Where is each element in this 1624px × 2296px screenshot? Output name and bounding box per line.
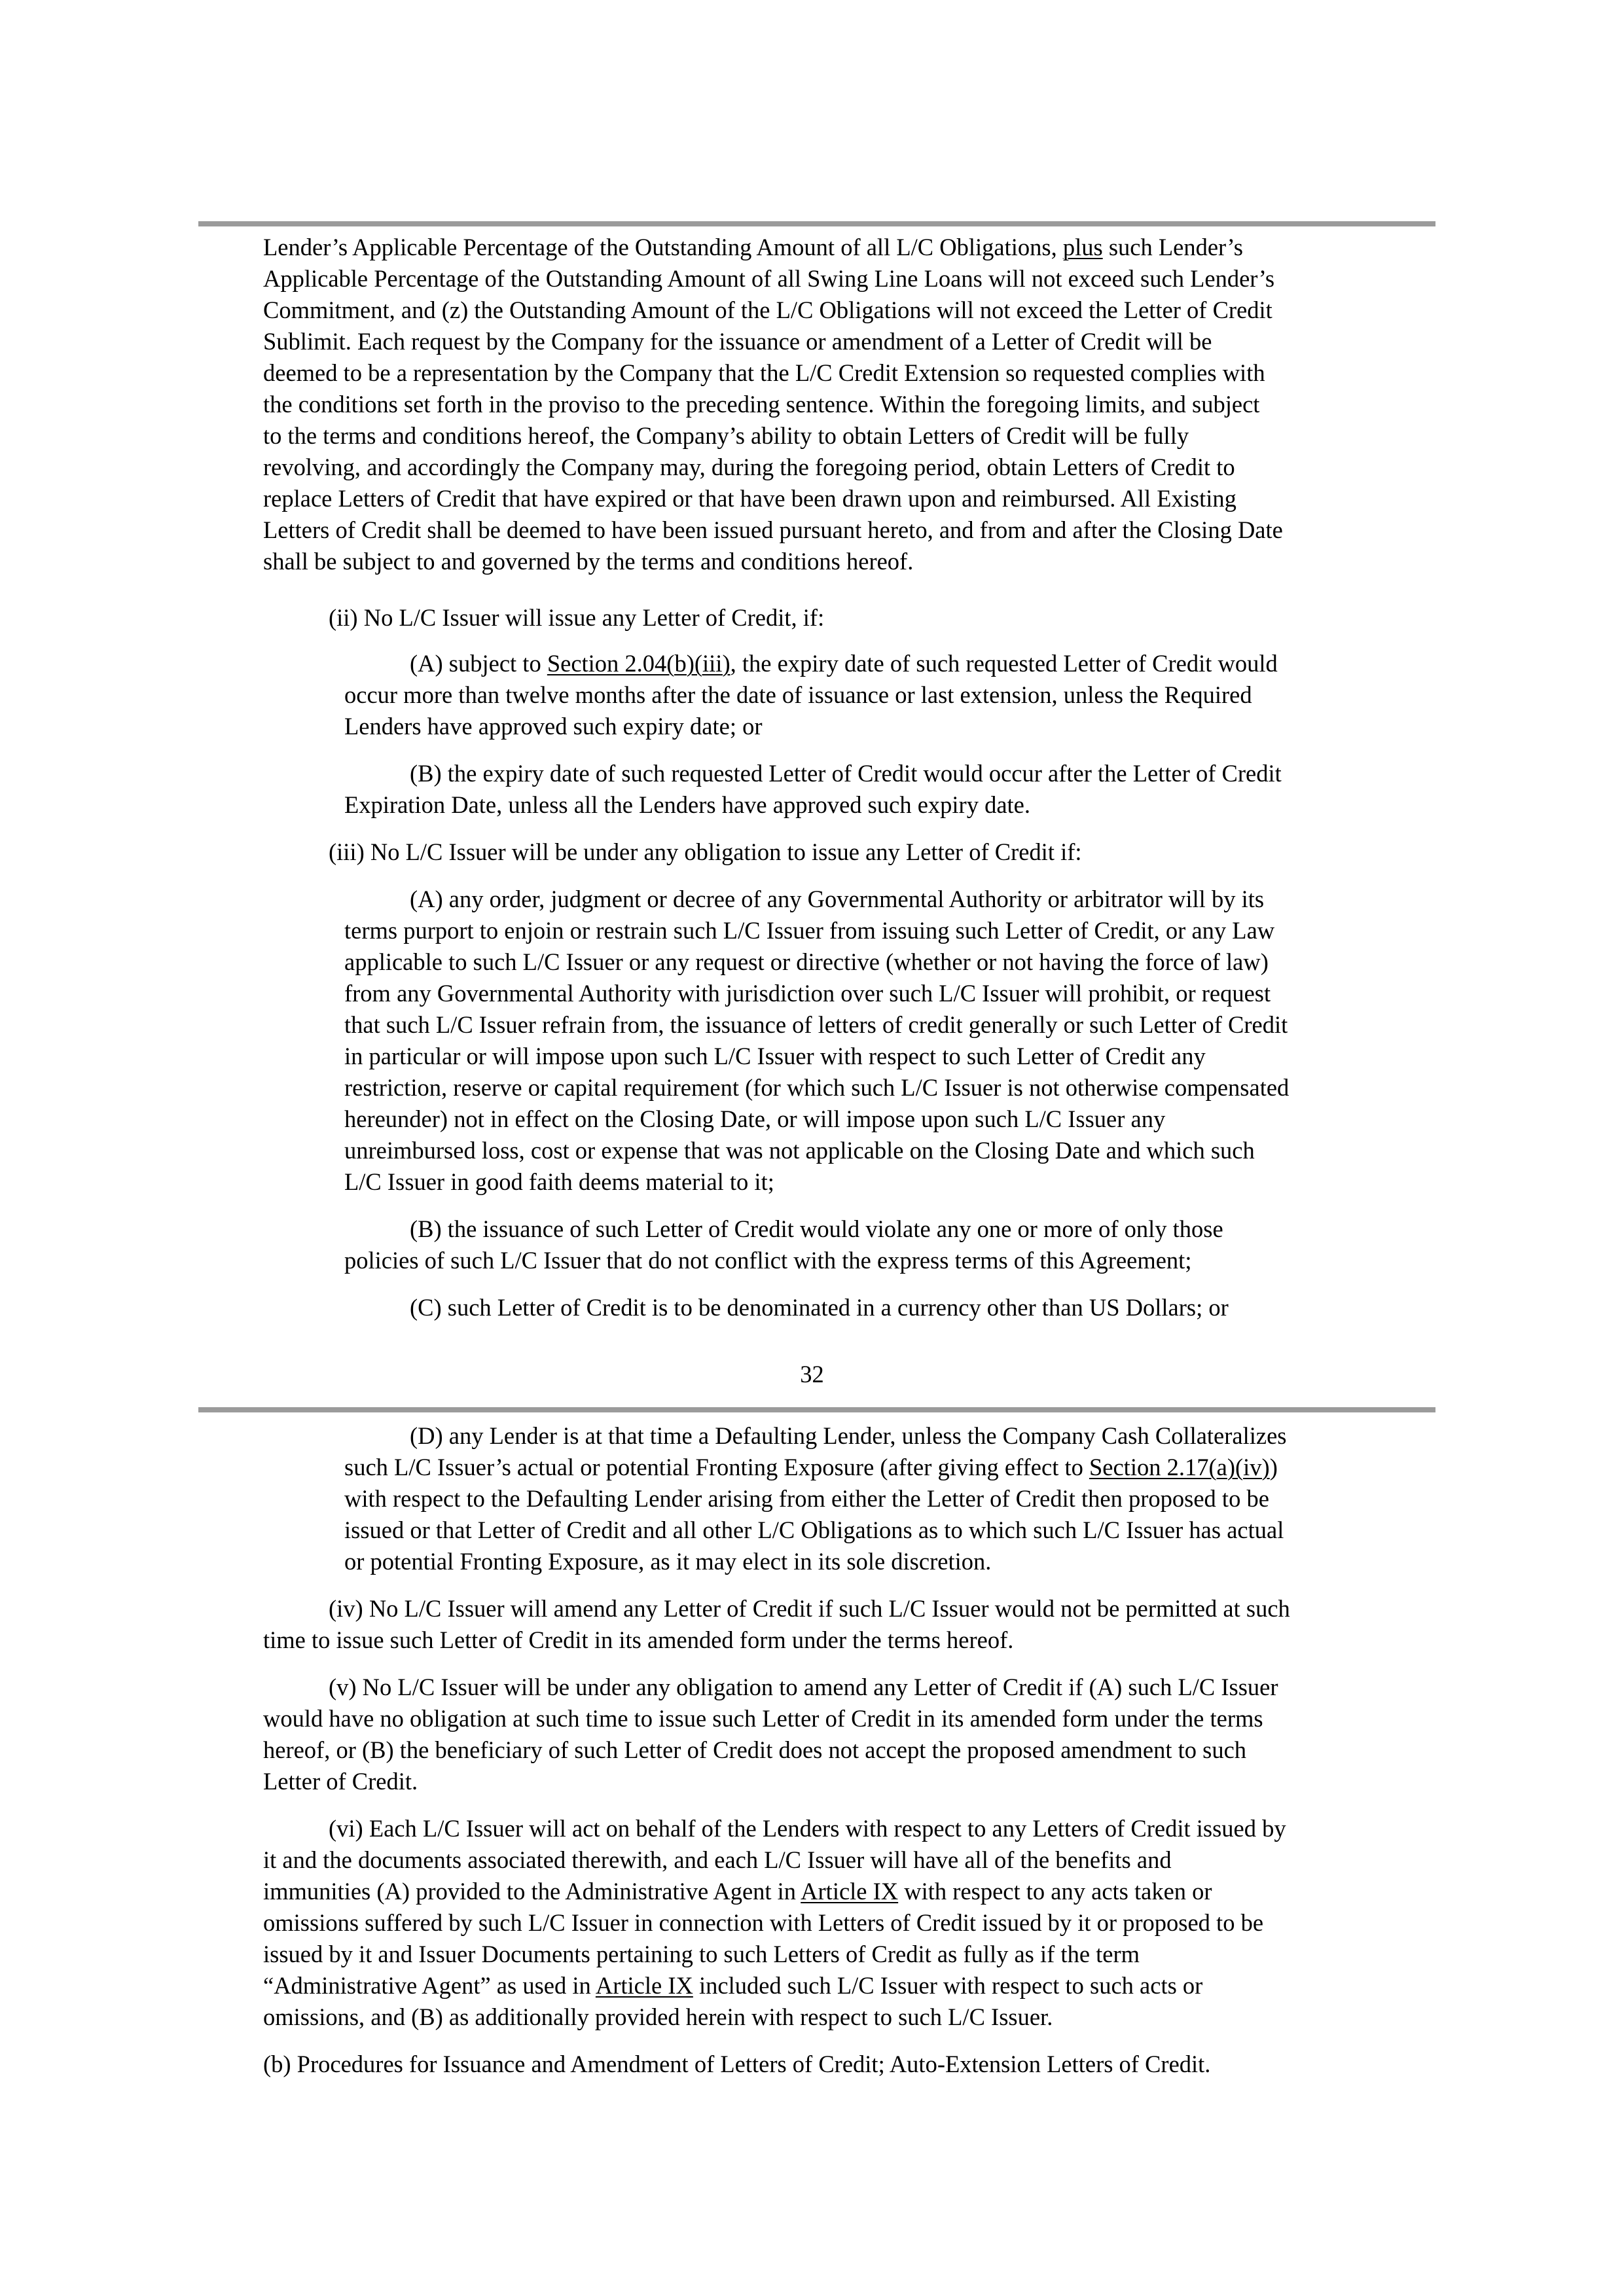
page-break-rule [198, 1407, 1435, 1412]
text-line: Sublimit. Each request by the Company for the issuance or amendment of a Letter of Credit will be [263, 328, 1212, 355]
text-line: replace Letters of Credit that have expired or that have been drawn upon and reimbursed. All Existing [263, 485, 1236, 512]
text-line: (B) the expiry date of such requested Letter of Credit would occur after the Letter of Credit [410, 760, 1282, 787]
clause-ii-a [344, 648, 1411, 742]
text-line: (A) subject to Section 2.04(b)(iii), the expiry date of such requested Letter of Credit would [410, 650, 1278, 677]
text-line: hereunder) not in effect on the Closing Date, or will impose upon such L/C Issuer any [344, 1105, 1166, 1132]
text-line: “Administrative Agent” as used in Article IX included such L/C Issuer with respect to such acts or [263, 1972, 1203, 1999]
text-line: L/C Issuer in good faith deems material to it; [344, 1168, 774, 1195]
article-ix-link[interactable]: Article IX [801, 1878, 899, 1905]
text-line: Lender’s Applicable Percentage of the Outstanding Amount of all L/C Obligations, plus such Lender’s [263, 234, 1243, 260]
text-line: such L/C Issuer’s actual or potential Fronting Exposure (after giving effect to Section 2.17(a)(iv)) [344, 1454, 1278, 1480]
text-line: issued or that Letter of Credit and all other L/C Obligations as to which such L/C Issuer has actual [344, 1516, 1284, 1543]
text-line: hereof, or (B) the beneficiary of such Letter of Credit does not accept the proposed amendment to such [263, 1736, 1247, 1763]
intro-paragraph [263, 232, 1435, 577]
page-number: 32 [800, 1361, 824, 1388]
text-line: Commitment, and (z) the Outstanding Amount of the L/C Obligations will not exceed the Letter of Credit [263, 296, 1272, 323]
clause-iii-d [344, 1420, 1437, 1577]
text-line: with respect to the Defaulting Lender arising from either the Letter of Credit then proposed to be [344, 1485, 1269, 1512]
text-line: unreimbursed loss, cost or expense that was not applicable on the Closing Date and which such [344, 1137, 1255, 1164]
text-line: would have no obligation at such time to issue such Letter of Credit in its amended form under the terms [263, 1705, 1263, 1732]
text-line: shall be subject to and governed by the terms and conditions hereof. [263, 548, 914, 575]
clause-ii-heading [329, 602, 824, 634]
text-line: Expiration Date, unless all the Lenders have approved such expiry date. [344, 791, 1031, 818]
text-line: (iii) No L/C Issuer will be under any obligation to issue any Letter of Credit if: [329, 838, 1082, 865]
clause-v [263, 1672, 1435, 1797]
section-b-heading [263, 2049, 1210, 2080]
text-line: omissions, and (B) as additionally provided herein with respect to such L/C Issuer. [263, 2003, 1053, 2030]
text-line: policies of such L/C Issuer that do not conflict with the express terms of this Agreement; [344, 1247, 1192, 1274]
text-line: (D) any Lender is at that time a Defaulting Lender, unless the Company Cash Collateralizes [410, 1422, 1287, 1449]
text-line: that such L/C Issuer refrain from, the issuance of letters of credit generally or such Letter of Credit [344, 1011, 1288, 1038]
text-line: to the terms and conditions hereof, the Company’s ability to obtain Letters of Credit will be fully [263, 422, 1189, 449]
plus-underlined: plus [1062, 234, 1103, 260]
page-top-rule [198, 221, 1435, 226]
clause-iii-c [410, 1292, 1229, 1323]
text-line: applicable to such L/C Issuer or any request or directive (whether or not having the force of law) [344, 948, 1269, 975]
text-line: or potential Fronting Exposure, as it may elect in its sole discretion. [344, 1548, 992, 1575]
text-line: the conditions set forth in the proviso to the preceding sentence. Within the foregoing limits, and subject [263, 391, 1260, 418]
text-line: Lenders have approved such expiry date; or [344, 713, 763, 740]
text-line: (vi) Each L/C Issuer will act on behalf of the Lenders with respect to any Letters of Credit issued by [329, 1815, 1286, 1842]
text-line: (ii) No L/C Issuer will issue any Letter of Credit, if: [329, 604, 825, 631]
text-line: terms purport to enjoin or restrain such L/C Issuer from issuing such Letter of Credit, or any Law [344, 917, 1275, 944]
text-line: deemed to be a representation by the Company that the L/C Credit Extension so requested complies with [263, 359, 1265, 386]
clause-vi [263, 1813, 1435, 2033]
text-line: time to issue such Letter of Credit in its amended form under the terms hereof. [263, 1626, 1014, 1653]
article-ix-link[interactable]: Article IX [595, 1972, 693, 1999]
text-line: from any Governmental Authority with jurisdiction over such L/C Issuer will prohibit, or request [344, 980, 1271, 1007]
text-line: issued by it and Issuer Documents pertaining to such Letters of Credit as fully as if the term [263, 1941, 1140, 1967]
text-line: (iv) No L/C Issuer will amend any Letter of Credit if such L/C Issuer would not be permitted at such [329, 1595, 1290, 1622]
section-2-17-a-iv-link[interactable]: Section 2.17(a)(iv) [1089, 1454, 1270, 1480]
text-line: occur more than twelve months after the date of issuance or last extension, unless the Required [344, 681, 1252, 708]
text-line: Letters of Credit shall be deemed to have been issued pursuant hereto, and from and after the Closing Date [263, 516, 1283, 543]
text-line: (C) such Letter of Credit is to be denominated in a currency other than US Dollars; or [410, 1294, 1229, 1321]
clause-iii-b [344, 1213, 1411, 1276]
section-2-04-b-iii-link[interactable]: Section 2.04(b)(iii) [547, 650, 731, 677]
text-line: Letter of Credit. [263, 1768, 418, 1795]
text-line: (B) the issuance of such Letter of Credit would violate any one or more of only those [410, 1215, 1223, 1242]
text-line: omissions suffered by such L/C Issuer in connection with Letters of Credit issued by it or proposed to be [263, 1909, 1264, 1936]
clause-ii-b [344, 758, 1411, 821]
text-line: it and the documents associated therewith, and each L/C Issuer will have all of the benefits and [263, 1846, 1172, 1873]
text-line: in particular or will impose upon such L/C Issuer with respect to such Letter of Credit any [344, 1043, 1206, 1069]
clause-iii-heading [329, 836, 1082, 868]
text-line: revolving, and accordingly the Company may, during the foregoing period, obtain Letters of Credit to [263, 454, 1235, 480]
text-line: immunities (A) provided to the Administrative Agent in Article IX with respect to any acts taken or [263, 1878, 1212, 1905]
text-line: restriction, reserve or capital requirement (for which such L/C Issuer is not otherwise compensated [344, 1074, 1290, 1101]
text-line: (b) Procedures for Issuance and Amendment of Letters of Credit; Auto-Extension Letters of Credit. [263, 2051, 1211, 2077]
text-line: Applicable Percentage of the Outstanding Amount of all Swing Line Loans will not exceed such Lender’s [263, 265, 1275, 292]
text-line: (v) No L/C Issuer will be under any obligation to amend any Letter of Credit if (A) such L/C Issuer [329, 1674, 1278, 1700]
text-line: (A) any order, judgment or decree of any Governmental Authority or arbitrator will by its [410, 886, 1265, 912]
clause-iii-a [344, 884, 1434, 1198]
clause-iv [263, 1593, 1435, 1656]
